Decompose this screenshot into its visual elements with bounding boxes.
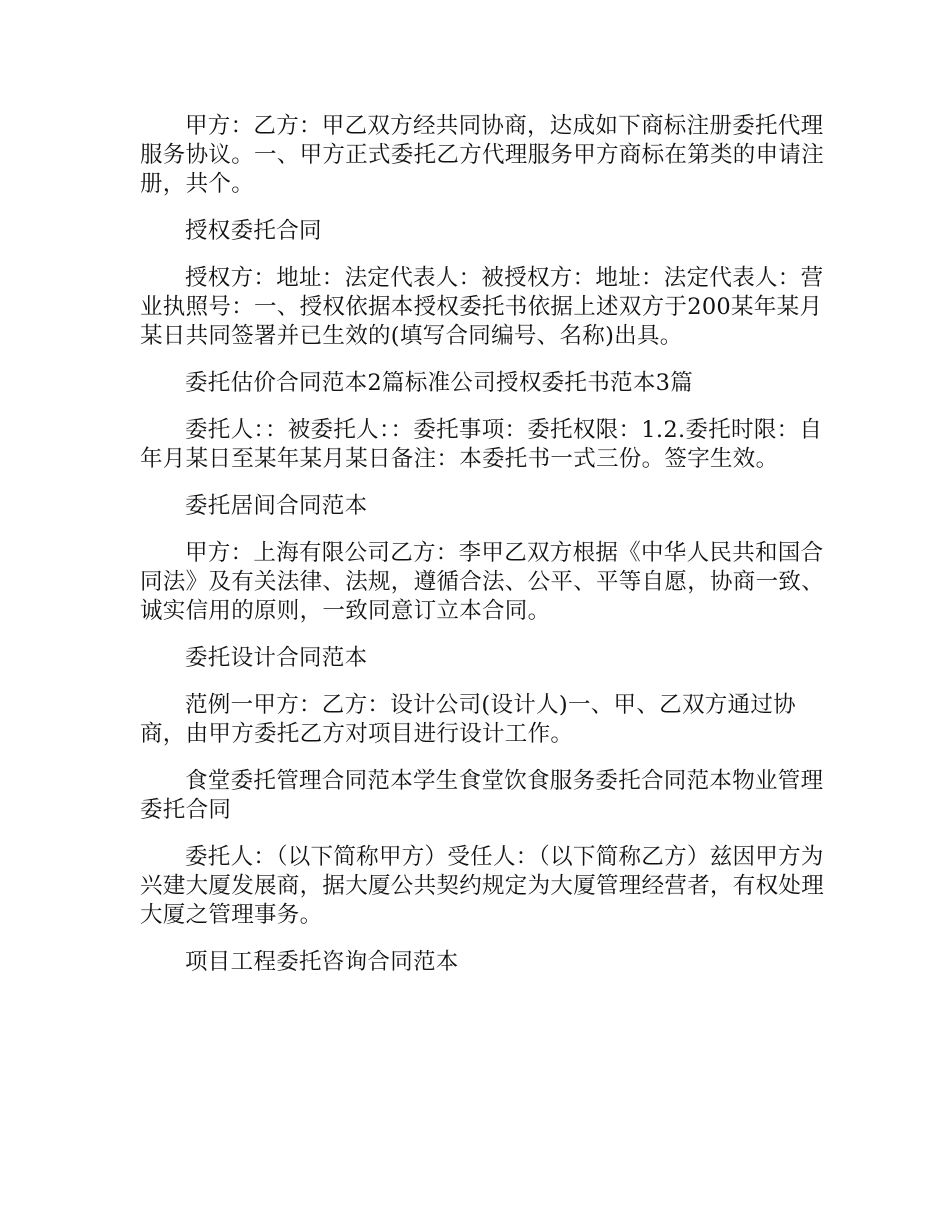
heading-consulting-contract: 项目工程委托咨询合同范本 <box>185 949 459 975</box>
paragraph-entrustment-terms: 委托人：：被委托人：：委托事项：委托权限：1.2.委托时限：自年月某日至某年某月某日备注：本委托书一式三份。签字生效。 <box>140 417 823 472</box>
heading-brokerage-contract: 委托居间合同范本 <box>185 493 368 519</box>
paragraph-trademark-agreement: 甲方：乙方：甲乙双方经共同协商，达成如下商标注册委托代理服务协议。一、甲方正式委托乙方代理服务甲方商标在第类的申请注册，共个。 <box>140 113 825 197</box>
paragraph-building-management: 委托人：（以下简称甲方）受任人：（以下简称乙方）兹因甲方为兴建大厦发展商，据大厦公共契约规定为大厦管理经营者，有权处理大厦之管理事务。 <box>140 844 825 928</box>
heading-valuation-contract: 委托估价合同范本2篇标准公司授权委托书范本3篇 <box>185 370 694 396</box>
heading-authorization-contract: 授权委托合同 <box>185 218 322 244</box>
heading-canteen-property-contract: 食堂委托管理合同范本学生食堂饮食服务委托合同范本物业管理委托合同 <box>140 768 824 823</box>
paragraph-authorization-parties: 授权方：地址：法定代表人：被授权方：地址：法定代表人：营业执照号：一、授权依据本授权委托书依据上述双方于200某年某月某日共同签署并已生效的(填写合同编号、名称)出具。 <box>140 265 824 349</box>
paragraph-design-example: 范例一甲方：乙方：设计公司(设计人)一、甲、乙双方通过协商，由甲方委托乙方对项目进行设计工作。 <box>140 692 796 747</box>
document-body <box>140 112 830 995</box>
paragraph-brokerage-parties: 甲方：上海有限公司乙方：李甲乙双方根据《中华人民共和国合同法》及有关法律、法规，遵循合法、公平、平等自愿，协商一致、诚实信用的原则，一致同意订立本合同。 <box>140 540 825 624</box>
heading-design-contract: 委托设计合同范本 <box>185 645 368 671</box>
